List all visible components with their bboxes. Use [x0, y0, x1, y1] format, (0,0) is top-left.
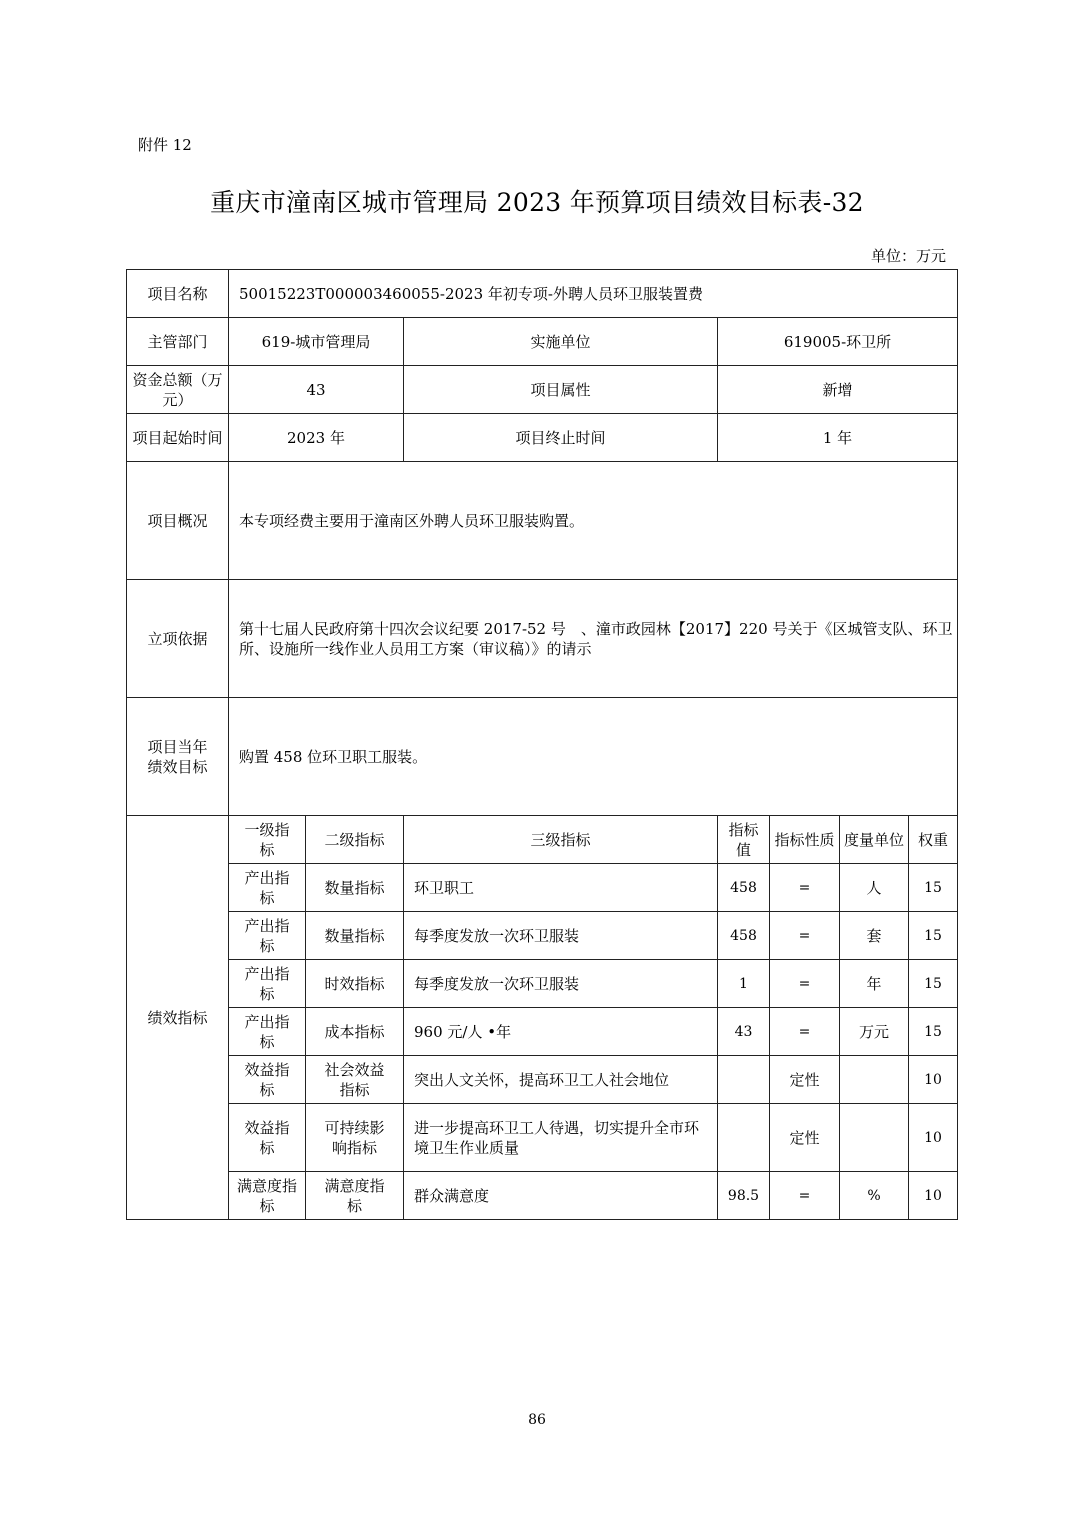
level3-cell: 960 元/人 •年	[404, 1008, 718, 1056]
overview-value: 本专项经费主要用于潼南区外聘人员环卫服装购置。	[229, 462, 958, 580]
value-cell	[718, 1056, 770, 1104]
project-name-value: 50015223T000003460055-2023 年初专项-外聘人员环卫服装置费	[229, 270, 958, 318]
table-row	[127, 912, 958, 960]
unit-note: 单位：万元	[870, 247, 946, 265]
dept-label: 主管部门	[127, 318, 229, 366]
weight-cell: 15	[909, 960, 958, 1008]
page-number: 86	[528, 1412, 546, 1428]
header-unit: 度量单位	[840, 816, 909, 864]
level1-cell: 产出指标	[229, 960, 306, 1008]
total-value: 43	[229, 366, 404, 414]
value-cell: 43	[718, 1008, 770, 1056]
level2-cell: 数量指标	[306, 864, 404, 912]
level2-cell: 可持续影响指标	[306, 1104, 404, 1172]
level1-cell: 满意度指标	[229, 1172, 306, 1220]
project-name-label: 项目名称	[127, 270, 229, 318]
indicator-header-row	[127, 816, 958, 864]
row-goal	[127, 698, 958, 816]
row-funding	[127, 366, 958, 414]
header-level1: 一级指标	[229, 816, 306, 864]
table-row	[127, 1172, 958, 1220]
level1-cell: 效益指标	[229, 1056, 306, 1104]
start-value: 2023 年	[229, 414, 404, 462]
unit-cell: %	[840, 1172, 909, 1220]
level3-cell: 每季度发放一次环卫服装	[404, 912, 718, 960]
level2-cell: 满意度指标	[306, 1172, 404, 1220]
level1-cell: 产出指标	[229, 864, 306, 912]
level1-cell: 产出指标	[229, 912, 306, 960]
unit-cell	[840, 1056, 909, 1104]
nature-cell: =	[770, 1008, 840, 1056]
row-department	[127, 318, 958, 366]
page-title: 重庆市潼南区城市管理局 2023 年预算项目绩效目标表-32	[210, 188, 864, 217]
value-cell: 98.5	[718, 1172, 770, 1220]
header-nature: 指标性质	[770, 816, 840, 864]
end-value: 1 年	[718, 414, 958, 462]
level1-cell: 产出指标	[229, 1008, 306, 1056]
overview-label: 项目概况	[127, 462, 229, 580]
level2-cell: 数量指标	[306, 912, 404, 960]
value-cell: 458	[718, 864, 770, 912]
table-row	[127, 1008, 958, 1056]
header-level3: 三级指标	[404, 816, 718, 864]
value-cell: 458	[718, 912, 770, 960]
header-weight: 权重	[909, 816, 958, 864]
level3-cell: 突出人文关怀，提高环卫工人社会地位	[404, 1056, 718, 1104]
unit-cell	[840, 1104, 909, 1172]
level3-cell: 进一步提高环卫工人待遇，切实提升全市环境卫生作业质量	[404, 1104, 718, 1172]
value-cell	[718, 1104, 770, 1172]
header-value: 指标值	[718, 816, 770, 864]
level2-cell: 时效指标	[306, 960, 404, 1008]
indicators-section-label: 绩效指标	[127, 816, 229, 1220]
goal-value: 购置 458 位环卫职工服装。	[229, 698, 958, 816]
unit-cell: 万元	[840, 1008, 909, 1056]
end-label: 项目终止时间	[404, 414, 718, 462]
nature-cell: =	[770, 960, 840, 1008]
nature-cell: 定性	[770, 1104, 840, 1172]
value-cell: 1	[718, 960, 770, 1008]
level3-cell: 每季度发放一次环卫服装	[404, 960, 718, 1008]
row-basis	[127, 580, 958, 698]
unit-cell: 套	[840, 912, 909, 960]
unit-cell: 人	[840, 864, 909, 912]
weight-cell: 15	[909, 864, 958, 912]
row-project-name	[127, 270, 958, 318]
weight-cell: 10	[909, 1056, 958, 1104]
unit-cell: 年	[840, 960, 909, 1008]
level3-cell: 群众满意度	[404, 1172, 718, 1220]
start-label: 项目起始时间	[127, 414, 229, 462]
row-period	[127, 414, 958, 462]
weight-cell: 15	[909, 912, 958, 960]
header-level2: 二级指标	[306, 816, 404, 864]
table-row	[127, 960, 958, 1008]
basis-value: 第十七届人民政府第十四次会议纪要 2017-52 号 、潼市政园林【2017】220 号关于《区城管支队、环卫所、设施所一线作业人员用工方案（审议稿）》的请示	[229, 580, 958, 698]
level2-cell: 成本指标	[306, 1008, 404, 1056]
level3-cell: 环卫职工	[404, 864, 718, 912]
nature-cell: =	[770, 912, 840, 960]
weight-cell: 15	[909, 1008, 958, 1056]
attr-value: 新增	[718, 366, 958, 414]
table-row	[127, 864, 958, 912]
basis-label: 立项依据	[127, 580, 229, 698]
attr-label: 项目属性	[404, 366, 718, 414]
weight-cell: 10	[909, 1172, 958, 1220]
level2-cell: 社会效益指标	[306, 1056, 404, 1104]
impl-unit-label: 实施单位	[404, 318, 718, 366]
attachment-label: 附件 12	[138, 136, 192, 154]
level1-cell: 效益指标	[229, 1104, 306, 1172]
table-row	[127, 1104, 958, 1172]
nature-cell: =	[770, 864, 840, 912]
dept-value: 619-城市管理局	[229, 318, 404, 366]
impl-unit-value: 619005-环卫所	[718, 318, 958, 366]
total-label: 资金总额（万元）	[127, 366, 229, 414]
nature-cell: =	[770, 1172, 840, 1220]
goal-label: 项目当年绩效目标	[127, 698, 229, 816]
row-overview	[127, 462, 958, 580]
performance-target-table	[126, 269, 958, 1220]
table-row	[127, 1056, 958, 1104]
nature-cell: 定性	[770, 1056, 840, 1104]
weight-cell: 10	[909, 1104, 958, 1172]
